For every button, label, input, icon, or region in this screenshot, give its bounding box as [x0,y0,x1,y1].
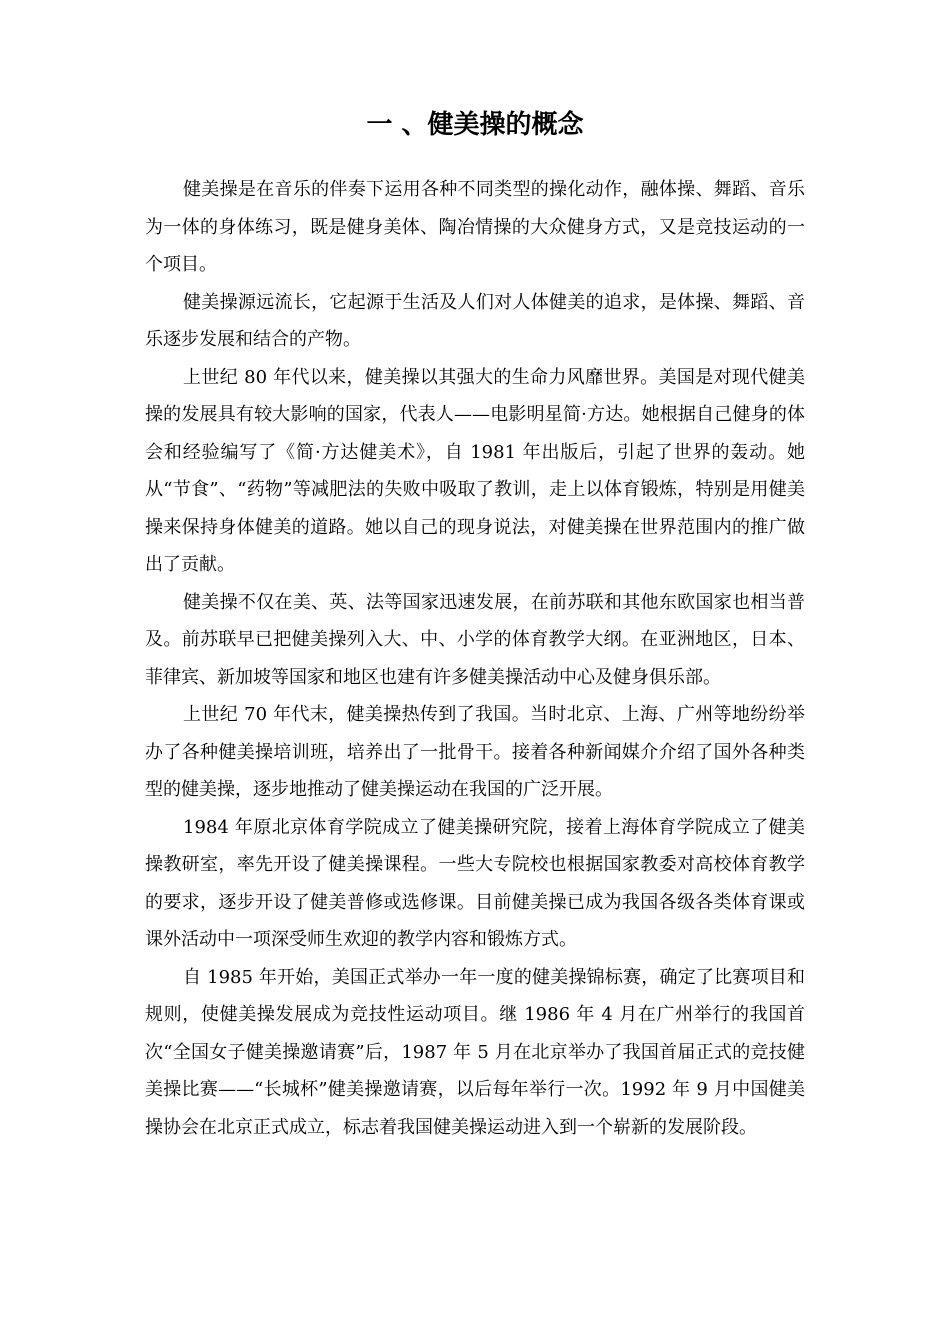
paragraph: 健美操源远流长，它起源于生活及人们对人体健美的追求，是体操、舞蹈、音乐逐步发展和结合的产物。 [145,291,805,350]
document-body [145,171,805,1146]
paragraph: 上世纪 70 年代末，健美操热传到了我国。当时北京、上海、广州等地纷纷举办了各种健美操培训班，培养出了一批骨干。接着各种新闻媒介介绍了国外各种类型的健美操，逐步地推动了健美操运动在我国的广泛开展。 [145,704,805,800]
paragraph: 1984 年原北京体育学院成立了健美操研究院，接着上海体育学院成立了健美操教研室，率先开设了健美操课程。一些大专院校也根据国家教委对高校体育教学的要求，逐步开设了健美普修或选修课。目前健美操已成为我国各级各类体育课或课外活动中一项深受师生欢迎的教学内容和锻炼方式。 [145,816,805,950]
paragraph: 健美操不仅在美、英、法等国家迅速发展，在前苏联和其他东欧国家也相当普及。前苏联早已把健美操列入大、中、小学的体育教学大纲。在亚洲地区，日本、菲律宾、新加坡等国家和地区也建有许多健美操活动中心及健身俱乐部。 [145,591,805,688]
paragraph: 上世纪 80 年代以来，健美操以其强大的生命力风靡世界。美国是对现代健美操的发展具有较大影响的国家，代表人——电影明星简·方达。她根据自己健身的体会和经验编写了《简·方达健美术》，自 1981 年出版后，引起了世界的轰动。她从“节食”、“药物”等减肥法的失败中吸取了教训，走上以体育锻炼，特别是用健美操来保持身体健美的道路。她以自己的现身说法，对健美操在世界范围内的推广做出了贡献。 [145,366,805,575]
page-title: 一 、健美操的概念 [366,110,584,140]
paragraph: 自 1985 年开始，美国正式举办一年一度的健美操锦标赛，确定了比赛项目和规则，使健美操发展成为竞技性运动项目。继 1986 年 4 月在广州举行的我国首次“全国女子健美操邀请赛”后，1987 年 5 月在北京举办了我国首届正式的竞技健美操比赛——“长城杯”健美操邀请赛，以后每年举行一次。1992 年 9 月中国健美操协会在北京正式成立，标志着我国健美操运动进入到一个崭新的发展阶段。 [145,966,805,1138]
paragraph: 健美操是在音乐的伴奏下运用各种不同类型的操化动作，融体操、舞蹈、音乐为一体的身体练习，既是健身美体、陶冶情操的大众健身方式，又是竞技运动的一个项目。 [145,179,805,275]
